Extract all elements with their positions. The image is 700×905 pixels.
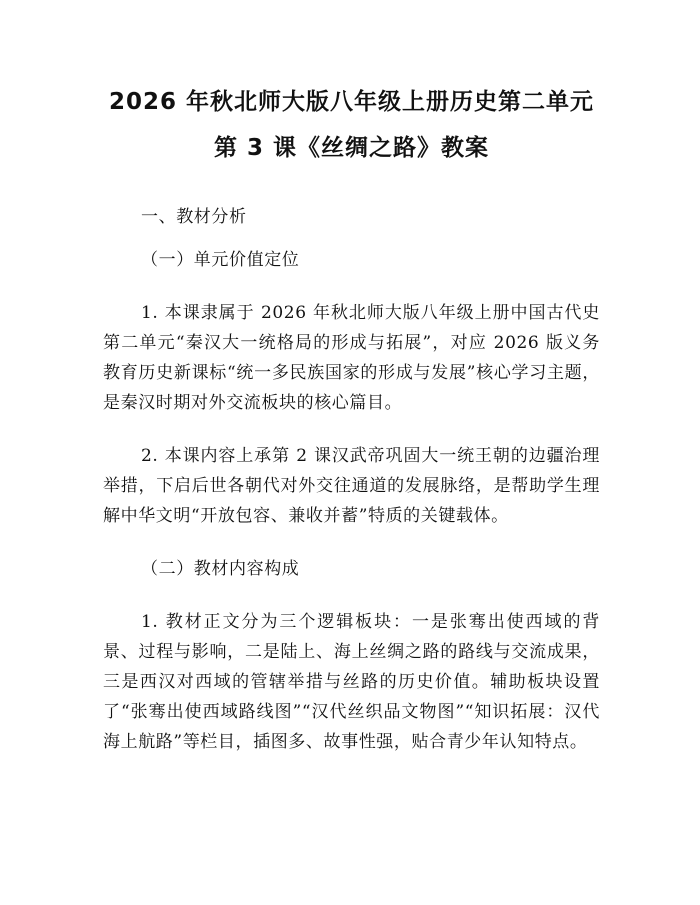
- body-paragraph: 1. 教材正文分为三个逻辑板块：一是张骞出使西域的背景、过程与影响，二是陆上、海上丝绸之路的路线与交流成果，三是西汉对西域的管辖举措与丝路的历史价值。辅助板块设置了“张骞出使西域路线图”“汉代丝织品文物图”“知识拓展：汉代海上航路”等栏目，插图多、故事性强，贴合青少年认知特点。: [103, 612, 600, 752]
- section-heading: 一、教材分析: [141, 207, 247, 227]
- subsection-heading: （二）教材内容构成: [141, 559, 300, 579]
- body-paragraph: 2. 本课内容上承第 2 课汉武帝巩固大一统王朝的边疆治理举措，下启后世各朝代对外交往通道的发展脉络，是帮助学生理解中华文明“开放包容、兼收并蓄”特质的关键载体。: [103, 446, 600, 526]
- subsection-heading: （一）单元价值定位: [141, 250, 300, 270]
- body-paragraph: 1. 本课隶属于 2026 年秋北师大版八年级上册中国古代史第二单元“秦汉大一统格局的形成与拓展”，对应 2026 版义务教育历史新课标“统一多民族国家的形成与发展”核心学习主题，是秦汉时期对外交流板块的核心篇目。: [103, 303, 600, 413]
- document-title-line1: 2026 年秋北师大版八年级上册历史第二单元: [108, 89, 595, 115]
- document-body: [103, 202, 600, 757]
- document-title-line2: 第 3 课《丝绸之路》教案: [213, 135, 490, 161]
